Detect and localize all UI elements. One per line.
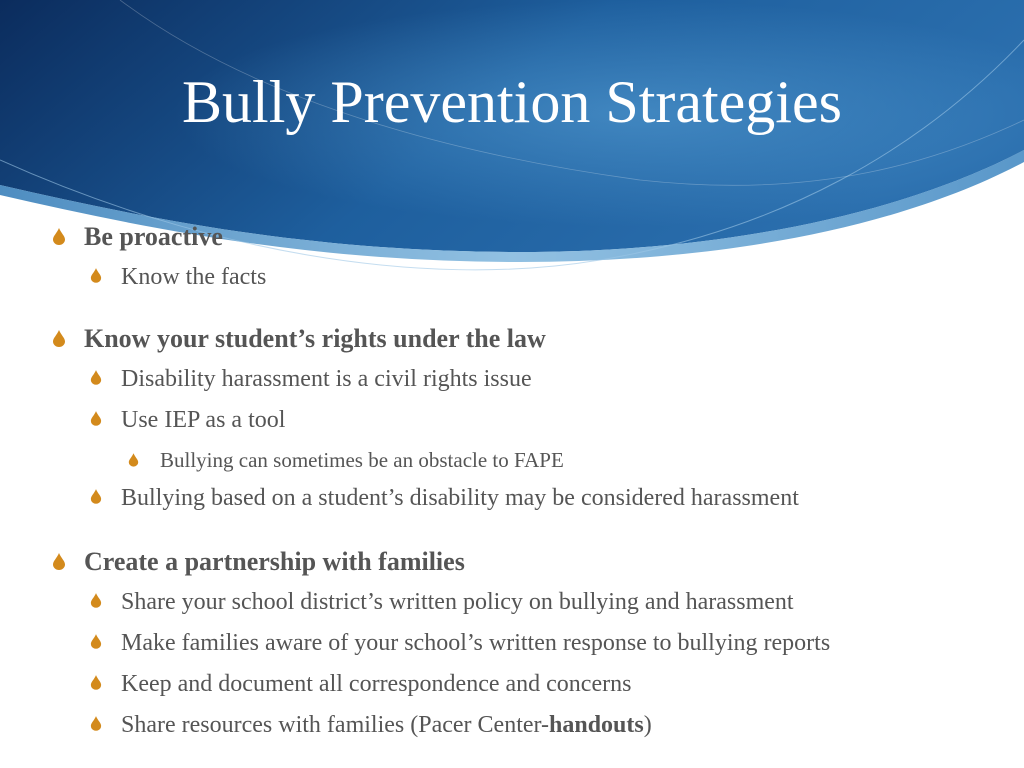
list-item: Share resources with families (Pacer Center-handouts) (90, 712, 652, 739)
drop-bullet-icon (128, 452, 139, 467)
list-item: Know the facts (90, 264, 266, 291)
list-item: Bullying based on a student’s disability may be considered harassment (90, 485, 799, 512)
drop-bullet-icon (90, 488, 102, 504)
drop-bullet-icon (52, 329, 66, 347)
drop-bullet-icon (90, 592, 102, 608)
section-heading: Create a partnership with families (52, 547, 465, 577)
section-heading: Know your student’s rights under the law (52, 324, 546, 354)
list-item: Bullying can sometimes be an obstacle to FAPE (128, 448, 564, 473)
drop-bullet-icon (52, 227, 66, 245)
drop-bullet-icon (90, 267, 102, 283)
section-heading: Be proactive (52, 222, 223, 252)
drop-bullet-icon (90, 369, 102, 385)
slide-title: Bully Prevention Strategies (182, 69, 842, 135)
drop-bullet-icon (90, 410, 102, 426)
drop-bullet-icon (90, 674, 102, 690)
list-item: Disability harassment is a civil rights issue (90, 366, 532, 393)
drop-bullet-icon (90, 715, 102, 731)
list-item: Share your school district’s written policy on bullying and harassment (90, 589, 794, 616)
handouts-text: handouts (549, 712, 644, 738)
list-item: Keep and document all correspondence and concerns (90, 671, 631, 698)
drop-bullet-icon (90, 633, 102, 649)
list-item: Make families aware of your school’s written response to bullying reports (90, 630, 830, 657)
list-item: Use IEP as a tool (90, 407, 285, 434)
drop-bullet-icon (52, 552, 66, 570)
